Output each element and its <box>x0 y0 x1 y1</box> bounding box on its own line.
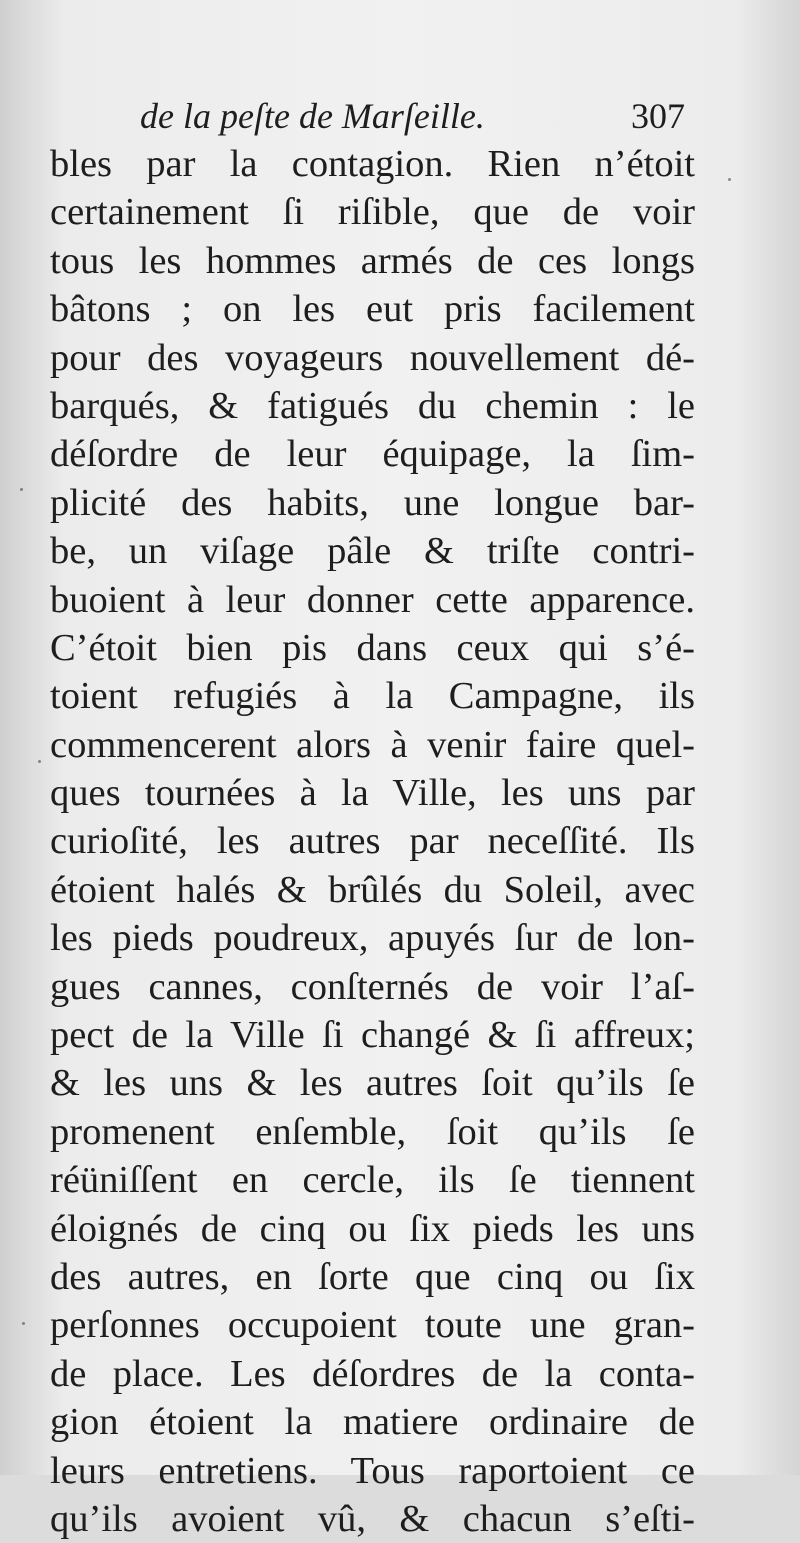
text-line: barqués, & fatigués du chemin : le <box>50 384 695 427</box>
text-line: perſonnes occupoient toute une gran- <box>50 1304 695 1347</box>
text-line: promenent enſemble, ſoit qu’ils ſe <box>50 1110 695 1153</box>
text-line: les pieds poudreux, apuyés ſur de lon- <box>50 917 695 960</box>
text-line: curioſité, les autres par neceſſité. Ils <box>50 820 695 863</box>
text-line: leurs entretiens. Tous raportoient ce <box>50 1449 695 1492</box>
running-head: de la peſte de Marſeille. <box>140 96 485 136</box>
text-line: pour des voyageurs nouvellement dé- <box>50 336 695 379</box>
text-line: déſordre de leur équipage, la ſim- <box>50 433 695 476</box>
text-line: & les uns & les autres ſoit qu’ils ſe <box>50 1062 695 1105</box>
ink-speck <box>728 178 731 181</box>
text-line: bles par la contagion. Rien n’étoit <box>50 143 695 185</box>
text-line: commencerent alors à venir faire quel- <box>50 723 695 766</box>
text-line: bâtons ; on les eut pris facilement <box>50 288 695 331</box>
text-line: étoient halés & brûlés du Soleil, avec <box>50 868 695 911</box>
ink-speck <box>38 760 41 763</box>
ink-speck <box>22 1322 25 1325</box>
text-line: gion étoient la matiere ordinaire de <box>50 1401 695 1444</box>
text-line: ques tournées à la Ville, les uns par <box>50 772 695 815</box>
text-line: gues cannes, conſternés de voir l’aſ- <box>50 965 695 1008</box>
text-line: be, un viſage pâle & triſte contri- <box>50 530 695 573</box>
text-line: qu’ils avoient vû, & chacun s’eſti- <box>50 1497 695 1540</box>
text-line: C’étoit bien pis dans ceux qui s’é- <box>50 626 695 669</box>
text-line: buoient à leur donner cette apparence. <box>50 578 695 621</box>
text-line: plicité des habits, une longue bar- <box>50 481 695 524</box>
page-header <box>140 95 685 145</box>
text-line: certainement ſi riſible, que de voir <box>50 191 695 234</box>
text-line: toient refugiés à la Campagne, ils <box>50 675 695 718</box>
text-line: pect de la Ville ſi changé & ſi affreux; <box>50 1014 695 1057</box>
ink-speck <box>20 488 23 491</box>
text-line: des autres, en ſorte que cinq ou ſix <box>50 1255 695 1298</box>
page-number: 307 <box>631 96 685 136</box>
text-line: éloignés de cinq ou ſix pieds les uns <box>50 1207 695 1250</box>
text-line: tous les hommes armés de ces longs <box>50 239 695 282</box>
text-line: réüniſſent en cercle, ils ſe tiennent <box>50 1159 695 1202</box>
body-text <box>50 140 695 1543</box>
text-line: de place. Les déſordres de la conta- <box>50 1352 695 1395</box>
